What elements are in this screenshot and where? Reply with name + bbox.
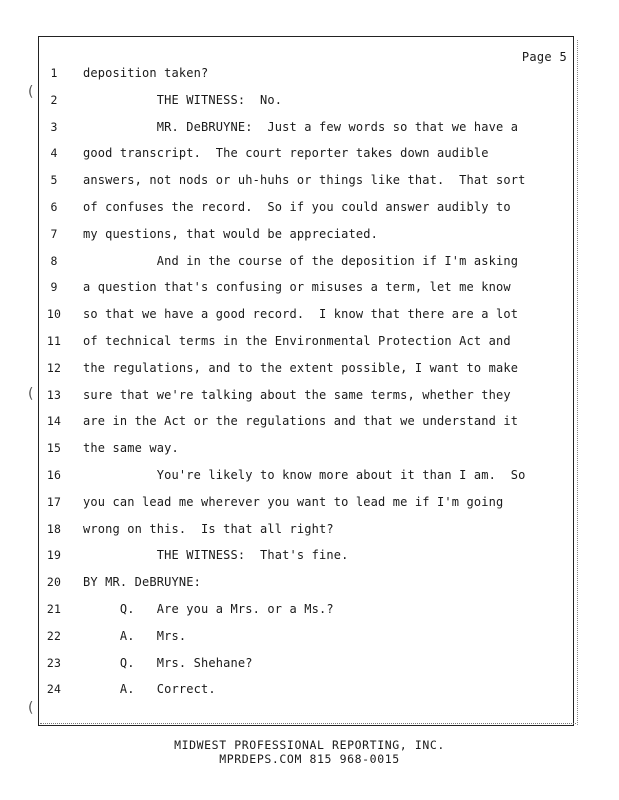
line-number: 10 — [46, 307, 62, 322]
transcript-line — [0, 307, 619, 333]
line-text: the same way. — [83, 441, 179, 456]
transcript-line — [0, 280, 619, 306]
transcript-line — [0, 66, 619, 92]
line-text: of confuses the record. So if you could answer audibly to — [83, 200, 511, 214]
transcript-line — [0, 656, 619, 682]
transcript-line — [0, 682, 619, 708]
transcript-line — [0, 414, 619, 440]
line-text: Q. Are you a Mrs. or a Ms.? — [83, 602, 334, 616]
line-number: 7 — [50, 226, 58, 241]
transcript-line — [0, 200, 619, 226]
line-text: you can lead me wherever you want to lead me if I'm going — [83, 494, 504, 509]
line-text: good transcript. The court reporter takes down audible — [83, 146, 489, 161]
bottom-margin-rule — [40, 723, 576, 724]
line-number: 23 — [46, 655, 62, 670]
line-number: 9 — [50, 280, 58, 295]
line-text: THE WITNESS: No. — [83, 92, 283, 107]
line-number: 3 — [50, 119, 58, 134]
line-number: 14 — [46, 414, 62, 429]
transcript-line — [0, 93, 619, 119]
transcript-line — [0, 522, 619, 548]
line-number: 6 — [50, 200, 58, 214]
line-number: 13 — [46, 387, 62, 402]
line-text: And in the course of the deposition if I'm asking — [83, 253, 519, 268]
line-number: 17 — [46, 494, 62, 509]
line-text: a question that's confusing or misuses a term, let me know — [83, 280, 511, 295]
line-number: 16 — [46, 468, 62, 482]
transcript-line — [0, 173, 619, 199]
transcript-line — [0, 441, 619, 467]
page-number: Page 5 — [521, 50, 567, 64]
transcript-line — [0, 361, 619, 387]
transcript-line — [0, 146, 619, 172]
line-number: 11 — [46, 334, 62, 348]
line-text: A. Correct. — [83, 682, 216, 697]
line-number: 19 — [46, 548, 62, 563]
line-number: 2 — [50, 92, 58, 107]
line-text: deposition taken? — [83, 66, 209, 80]
transcript-line — [0, 548, 619, 574]
transcript-line — [0, 227, 619, 253]
line-number: 18 — [46, 521, 62, 536]
line-number: 8 — [50, 253, 58, 268]
transcript-line — [0, 388, 619, 414]
transcript-line — [0, 120, 619, 146]
transcript-line — [0, 334, 619, 360]
binding-mark: ( — [28, 386, 34, 402]
binding-mark: ( — [28, 84, 34, 100]
transcript-line — [0, 468, 619, 494]
line-text: A. Mrs. — [83, 628, 187, 643]
line-number: 4 — [50, 146, 58, 161]
line-number: 24 — [46, 682, 62, 697]
line-number: 1 — [50, 66, 58, 80]
transcript-line — [0, 575, 619, 601]
line-number: 21 — [46, 602, 62, 616]
line-number: 22 — [46, 628, 62, 643]
footer-contact: MPRDEPS.COM 815 968-0015 — [219, 752, 400, 766]
line-text: of technical terms in the Environmental Protection Act and — [83, 334, 511, 348]
line-text: answers, not nods or uh-huhs or things like that. That sort — [83, 173, 526, 188]
transcript-line — [0, 495, 619, 521]
line-text: Q. Mrs. Shehane? — [83, 655, 253, 670]
line-text: so that we have a good record. I know that there are a lot — [83, 307, 519, 322]
line-number: 5 — [50, 173, 58, 188]
line-number: 20 — [46, 575, 62, 590]
binding-mark: ( — [28, 700, 34, 716]
line-text: the regulations, and to the extent possible, I want to make — [83, 360, 519, 375]
line-text: You're likely to know more about it than I am. So — [83, 468, 526, 482]
line-text: my questions, that would be appreciated. — [83, 226, 378, 241]
line-number: 12 — [46, 360, 62, 375]
footer-company: MIDWEST PROFESSIONAL REPORTING, INC. — [174, 738, 445, 752]
line-text: sure that we're talking about the same terms, whether they — [83, 387, 511, 402]
line-text: BY MR. DeBRUYNE: — [83, 575, 201, 590]
line-text: MR. DeBRUYNE: Just a few words so that we have a — [83, 119, 519, 134]
line-text: are in the Act or the regulations and that we understand it — [83, 414, 519, 429]
line-text: THE WITNESS: That's fine. — [83, 548, 349, 563]
line-text: wrong on this. Is that all right? — [83, 521, 334, 536]
transcript-line — [0, 254, 619, 280]
transcript-line — [0, 602, 619, 628]
line-number: 15 — [46, 441, 62, 456]
transcript-line — [0, 629, 619, 655]
